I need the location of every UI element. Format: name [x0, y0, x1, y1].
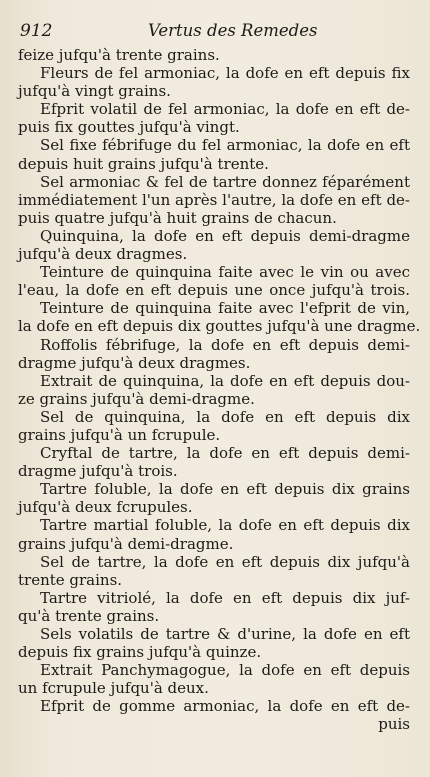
text-line: un fcrupule jufqu'à deux. — [18, 679, 209, 698]
page-body — [18, 46, 421, 734]
text-line: Efprit volatil de fel armoniac, la dofe en eft de- — [40, 100, 410, 119]
text-line: la dofe en eft depuis dix gouttes jufqu'à une dragme. — [18, 317, 421, 336]
text-line: Efprit de gomme armoniac, la dofe en eft de- — [40, 697, 410, 716]
text-line: Roffolis fébrifuge, la dofe en eft depuis demi- — [40, 335, 410, 354]
catchword: puis — [378, 715, 410, 734]
text-line: jufqu'à deux fcrupules. — [18, 498, 193, 517]
text-line: Fleurs de fel armoniac, la dofe en eft depuis fix — [40, 64, 410, 83]
text-line: grains jufqu'à un fcrupule. — [18, 425, 221, 444]
text-line: l'eau, la dofe en eft depuis une once jufqu'à trois. — [18, 281, 410, 300]
text-line: Extrait de quinquina, la dofe en eft depuis dou- — [40, 371, 410, 390]
text-line: jufqu'à deux dragmes. — [18, 245, 188, 264]
text-line: dragme jufqu'à trois. — [18, 462, 178, 481]
text-line: depuis huit grains jufqu'à trente. — [18, 154, 269, 173]
text-line: Sels volatils de tartre & d'urine, la dofe en eft — [40, 625, 410, 643]
text-line: dragme jufqu'à deux dragmes. — [18, 353, 251, 372]
text-line: Teinture de quinquina faite avec le vin ou avec — [40, 263, 410, 282]
page-header — [0, 20, 430, 44]
text-line: jufqu'à vingt grains. — [18, 82, 171, 101]
text-line: Sel fixe fébrifuge du fel armoniac, la dofe en eft — [40, 136, 410, 155]
text-line: grains jufqu'à demi-dragme. — [18, 534, 234, 553]
text-line: Sel de quinquina, la dofe en eft depuis dix — [40, 407, 410, 426]
text-line: immédiatement l'un après l'autre, la dofe en eft de- — [18, 190, 410, 209]
text-line: Tartre foluble, la dofe en eft depuis dix grains — [40, 480, 410, 499]
text-line: puis fix gouttes jufqu'à vingt. — [18, 118, 240, 137]
text-line: Quinquina, la dofe en eft depuis demi-dragme — [40, 226, 410, 245]
text-line: Extrait Panchymagogue, la dofe en eft depuis — [40, 661, 410, 680]
text-line: Sel armoniac & fel de tartre donnez féparément — [40, 172, 410, 191]
text-line: qu'à trente grains. — [18, 606, 160, 625]
text-line: feize jufqu'à trente grains. — [18, 46, 220, 64]
page-number: 912 — [20, 21, 53, 41]
text-line: Cryftal de tartre, la dofe en eft depuis demi- — [40, 444, 410, 463]
text-line: ze grains jufqu'à demi-dragme. — [18, 389, 255, 408]
text-line: Sel de tartre, la dofe en eft depuis dix jufqu'à — [40, 552, 410, 571]
text-line: Tartre vitriolé, la dofe en eft depuis dix juf- — [40, 588, 410, 607]
text-line: Tartre martial foluble, la dofe en eft depuis dix — [40, 516, 410, 535]
text-line: puis quatre jufqu'à huit grains de chacun. — [18, 208, 337, 227]
text-line: Teinture de quinquina faite avec l'efprit de vin, — [40, 299, 410, 318]
text-line: depuis fix grains jufqu'à quinze. — [18, 643, 262, 662]
running-head: Vertus des Remedes — [148, 21, 318, 40]
text-line: trente grains. — [18, 570, 123, 589]
